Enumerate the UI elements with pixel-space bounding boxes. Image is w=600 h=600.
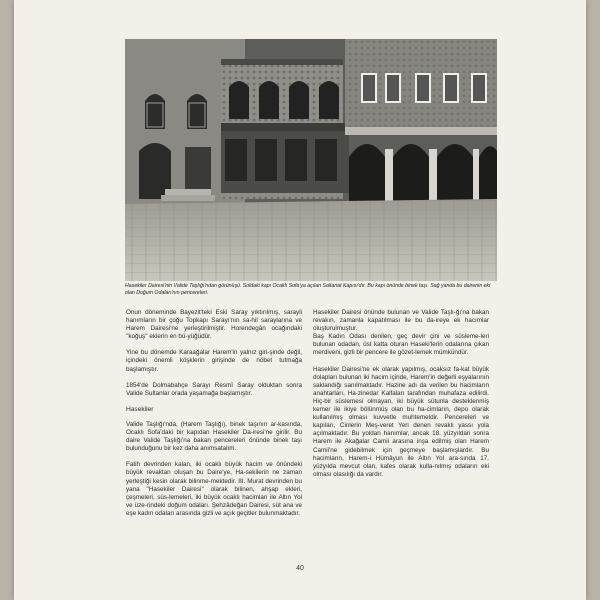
left-text-column xyxy=(126,309,302,526)
courtyard-photo-drawing xyxy=(125,39,497,281)
courtyard-photo xyxy=(125,39,497,281)
section-heading: Hasekiler xyxy=(126,405,154,413)
paragraph: Onun döneminde Bayezit'teki Eski Saray yıktırılmış, sarayli hanımların bir çoğu Topkapı Sarayı'nın sa-hil saraylarına ve Harem Dairesi'ne yerleştirilmiştir. Horendegân ocağındaki ''koğuş'' eklerin en bü-yüğüdür. xyxy=(126,309,302,341)
paragraph: Valide Taşlığı'nda, (Harem Taşlığı), binek taşının ar-kasında, Ocaklı Sofa'daki bir kapıdan Hasekiler Da-iresi'ne girilir. Bu daire Valide Taşlığı'na bakan pencereleri önünde binek taşı bulunduğunu bir kez daha anımsatalım. xyxy=(126,420,302,453)
right-text-column xyxy=(313,309,489,487)
paragraph: Yine bu dönemde Karaağalar Harem'in yalnız giri-şinde değil, içindeki önemli köşklerin girişinde de nöbet tutmağa başlamıştır. xyxy=(126,349,302,373)
paragraph: Hasekiler Dairesi'ne ek olarak yapılmış, ocaksız fa-kat büyük dolapları bulunan iki hacim içinde, Harem'in değerli eşyalarının saklandığı sanılmaktadır. Hazine adı da verilen bu hacimların anahtarları, Ha-zinedar Kalfaları tarafından muhafaza edilirdi. Hiç-bir süslemesi olmayan, iki büyük sütunla desteklenmiş kemer ile ikiye bölünmüş olan bu ha-cimların, depo olarak kullanılmış olması kuvvetle muhtemeldir. Pencereleri ve kapıları, Cinlerin Meş-veret Yeri denen revaklı yassı yola açılmaktadır. Bu yoldan hanımlar, ancak 18. yüzyıldan sonra Harem ile Akağalar Camii arasına inşa edilmiş olan Harem Camii'ne gidebilmek için geçmeye başlamışlardır. Bu hacimların, Harem-i Hümâyun ile Altın Yol ara-sında 17. yüzyılda mevcut olan, kafes olarak kulla-nılmış odaların eki olması olasılığı da vardır. xyxy=(313,365,489,478)
paragraph: Baş Kadın Odası denilen, geç devir çini ve süsleme-leri bulunan odadan, üst katta oturan Haseki'lerin odalarına çıkan merdiveni, gizli bir pencere ile gözet-lemek mümkündür. xyxy=(313,333,489,357)
paragraph: 1854'de Dolmabahçe Sarayı Resmî Saray olduktan sonra Valide Sultanlar orada yaşamağa başlamıştır. xyxy=(126,381,302,397)
page-number: 40 xyxy=(296,565,304,572)
paragraph: Hasekiler Dairesi önünde bulunan ve Valide Taşlı-ğı'na bakan revakın, zamanla kapatılması ile bu da-ireye ek hacımlar oluşturulmuştur. xyxy=(313,309,489,333)
book-page xyxy=(14,0,586,600)
photo-caption: Hasekiler Dairesi'nin Valide Taşlığı'ndan görünüşü. Soldaki kapı Ocaklı Sofa'ya açılan Saltanat Kapısı'dır. Bu kapı önünde binek taşı. Sağ yanda bu dairenin eki olan Doğum Odaları'nın pencereleri. xyxy=(125,283,491,296)
paragraph: Fatih devrinden kalan, iki ocaklı büyük hacim ve önündeki büyük revaktan oluşan bu Daire'ye, Ha-sekilerin ne zaman yerleştiği kesin olarak bilinme-mektedir. III. Murat devrinden bu yana ''Hasekiler Dairesi'' olarak bilinen, ahşap ekleri, çeşmeleri, süs-lemeleri, iki büyük ocaklı hacimlan ile Altın Yol ve üze-rindeki doğum odaları. Şehzâdeğan Dairesi, süt ana ve eşe kadın odaları arasında gizli ve açık geçitler bulunmaktadır. xyxy=(126,461,302,517)
